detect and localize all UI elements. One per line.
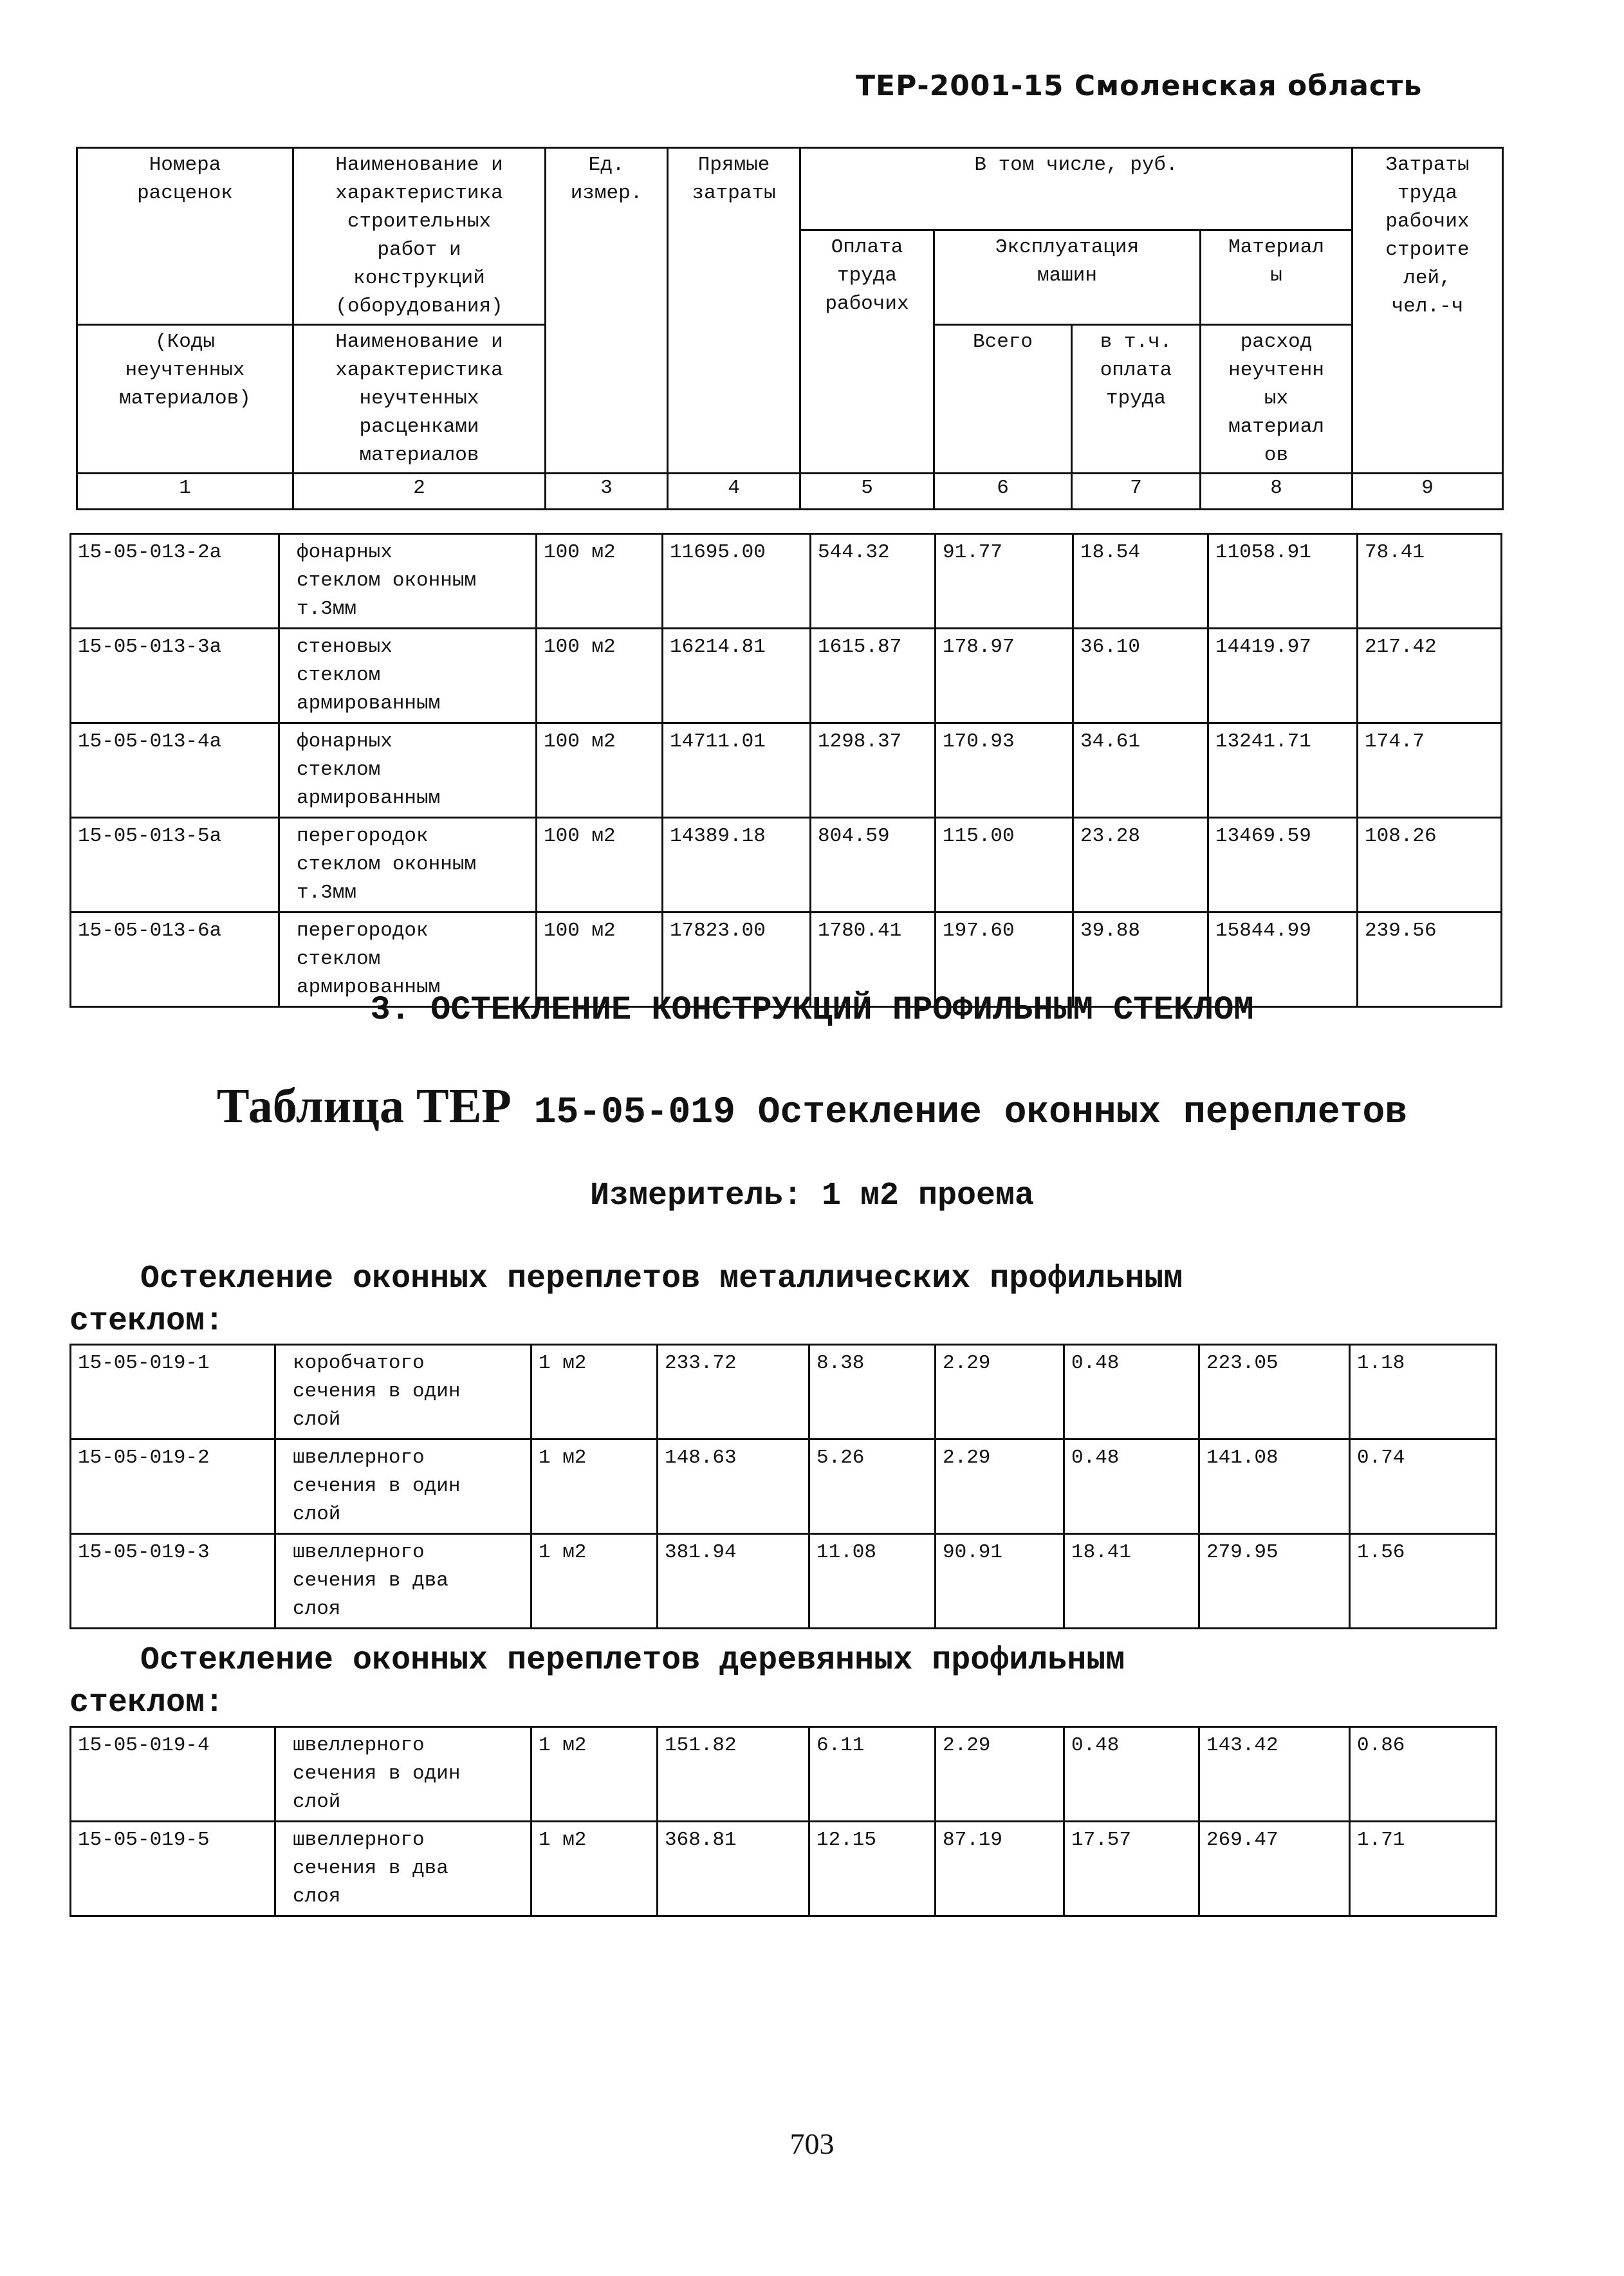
name-line: стеклом: [297, 759, 381, 781]
name-line: перегородок: [297, 825, 429, 847]
table-row: [71, 1534, 1497, 1629]
cell-materials: 13469.59: [1208, 818, 1358, 912]
cell-machine-wage: 34.61: [1073, 723, 1208, 818]
col-number: 6: [934, 474, 1072, 510]
name-line: стеклом оконным: [297, 853, 477, 876]
cell-wage: 1780.41: [811, 912, 936, 1007]
name-line: слой: [293, 1503, 341, 1526]
cell-materials: 15844.99: [1208, 912, 1358, 1007]
rates-table-019-metal: [69, 1344, 1497, 1629]
name-line: т.3мм: [297, 882, 357, 904]
col-number: 7: [1072, 474, 1201, 510]
cell-labor: 1.71: [1350, 1822, 1497, 1916]
cell-machine-wage: 23.28: [1073, 818, 1208, 912]
header-line: материал: [1228, 416, 1324, 438]
cell-machine-wage: 0.48: [1064, 1727, 1199, 1822]
cell-machines: 87.19: [936, 1822, 1064, 1916]
cell-code: 15-05-019-3: [71, 1534, 275, 1629]
cell-materials: 11058.91: [1208, 534, 1358, 629]
header-line: машин: [1037, 264, 1097, 287]
cell-labor: 239.56: [1358, 912, 1502, 1007]
cell-machines: 197.60: [936, 912, 1073, 1007]
header-line: Затраты: [1385, 154, 1470, 176]
header-line: конструкций: [353, 267, 485, 290]
name-line: слоя: [293, 1885, 341, 1908]
header-materials: [1201, 230, 1352, 325]
subtitle-line: Остекление оконных переплетов металлических профильным: [140, 1261, 1183, 1297]
header-line: Прямые: [697, 154, 770, 176]
header-line: в т.ч.: [1100, 331, 1172, 353]
cell-direct: 14711.01: [663, 723, 811, 818]
subtitle-wood: [69, 1640, 1125, 1725]
cell-unit: 1 м2: [531, 1534, 658, 1629]
subtitle-line: Остекление оконных переплетов деревянных профильным: [140, 1642, 1125, 1679]
cell-machines: 91.77: [936, 534, 1073, 629]
cell-unit: 100 м2: [537, 818, 663, 912]
cell-name: [275, 1534, 531, 1629]
header-line: неучтенн: [1228, 359, 1324, 382]
name-line: сечения в один: [293, 1763, 461, 1785]
header-exploitation: [934, 230, 1201, 325]
cell-labor: 0.74: [1350, 1439, 1497, 1534]
cell-wage: 804.59: [811, 818, 936, 912]
name-line: стеклом: [297, 948, 381, 970]
cell-labor: 78.41: [1358, 534, 1502, 629]
cell-name: [275, 1345, 531, 1439]
name-line: фонарных: [297, 730, 392, 753]
cell-materials: 13241.71: [1208, 723, 1358, 818]
header-line: труда: [836, 264, 897, 287]
cell-machine-wage: 17.57: [1064, 1822, 1199, 1916]
cell-direct: 233.72: [658, 1345, 809, 1439]
cell-labor: 1.18: [1350, 1345, 1497, 1439]
header-name-bottom: [293, 325, 546, 474]
col-number: 3: [546, 474, 668, 510]
header-line: работ и: [377, 239, 461, 261]
table-row: [71, 818, 1502, 912]
header-line: рабочих: [825, 293, 909, 315]
cell-code: 15-05-019-4: [71, 1727, 275, 1822]
cell-materials: 143.42: [1199, 1727, 1350, 1822]
cell-machine-wage: 18.41: [1064, 1534, 1199, 1629]
header-line: труда: [1105, 387, 1166, 410]
cell-wage: 1615.87: [811, 629, 936, 723]
cell-unit: 1 м2: [531, 1345, 658, 1439]
header-line: неучтенных: [125, 359, 245, 382]
name-line: сечения в два: [293, 1857, 448, 1880]
cell-code: 15-05-013-5а: [71, 818, 279, 912]
header-line: ов: [1264, 444, 1289, 467]
rates-table-019-wood: [69, 1726, 1497, 1917]
name-line: швеллерного: [293, 1447, 425, 1469]
header-line: ы: [1270, 264, 1282, 287]
cell-name: [279, 818, 537, 912]
table-title: [0, 1078, 1624, 1134]
header-line: лей,: [1403, 267, 1452, 290]
header-line: Материал: [1228, 236, 1324, 259]
cell-wage: 11.08: [809, 1534, 936, 1629]
column-numbers-row: [77, 474, 1503, 510]
header-line: строите: [1385, 239, 1470, 261]
cell-labor: 174.7: [1358, 723, 1502, 818]
cell-machine-wage: 18.54: [1073, 534, 1208, 629]
header-code: [77, 148, 293, 325]
cell-direct: 16214.81: [663, 629, 811, 723]
cell-name: [275, 1727, 531, 1822]
cell-code: 15-05-013-2а: [71, 534, 279, 629]
name-line: стеновых: [297, 636, 392, 658]
measure-unit: Измеритель: 1 м2 проема: [589, 1178, 1035, 1214]
cell-labor: 217.42: [1358, 629, 1502, 723]
name-line: стеклом оконным: [297, 569, 477, 592]
cell-machines: 90.91: [936, 1534, 1064, 1629]
header-line: строительных: [347, 210, 492, 233]
name-line: т.3мм: [297, 598, 357, 620]
header-materials-bottom: [1201, 325, 1352, 474]
cell-materials: 223.05: [1199, 1345, 1350, 1439]
table-row: [71, 1345, 1497, 1439]
cell-materials: 141.08: [1199, 1439, 1350, 1534]
header-line: Оплата: [831, 236, 903, 259]
cell-name: [279, 629, 537, 723]
table-row: [71, 534, 1502, 629]
name-line: сечения в два: [293, 1569, 448, 1592]
cell-direct: 148.63: [658, 1439, 809, 1534]
rates-table-013: [69, 533, 1502, 1008]
cell-unit: 1 м2: [531, 1439, 658, 1534]
page-number: 703: [789, 2127, 835, 2160]
header-line: характеристика: [335, 182, 503, 205]
cell-wage: 5.26: [809, 1439, 936, 1534]
cell-code: 15-05-013-3а: [71, 629, 279, 723]
col-number: 4: [668, 474, 800, 510]
name-line: швеллерного: [293, 1541, 425, 1564]
column-header-table: [76, 147, 1504, 510]
cell-unit: 100 м2: [537, 723, 663, 818]
header-line: материалов): [119, 387, 251, 410]
table-row: [71, 629, 1502, 723]
header-line: расход: [1240, 331, 1313, 353]
cell-unit: 1 м2: [531, 1822, 658, 1916]
table-title-rest: 15-05-019 Остекление оконных переплетов: [533, 1092, 1408, 1134]
header-line: неучтенных: [359, 387, 479, 410]
cell-code: 15-05-013-6а: [71, 912, 279, 1007]
cell-labor: 108.26: [1358, 818, 1502, 912]
header-name: [293, 148, 546, 325]
cell-code: 15-05-019-2: [71, 1439, 275, 1534]
cell-machines: 2.29: [936, 1345, 1064, 1439]
name-line: коробчатого: [293, 1352, 425, 1374]
header-line: расценками: [359, 416, 479, 438]
name-line: слой: [293, 1409, 341, 1431]
table-row: [71, 1439, 1497, 1534]
name-line: стеклом: [297, 664, 381, 687]
subtitle-line: стеклом:: [69, 1303, 225, 1340]
col-number: 5: [800, 474, 934, 510]
cell-unit: 100 м2: [537, 912, 663, 1007]
cell-name: [275, 1439, 531, 1534]
name-line: швеллерного: [293, 1734, 425, 1757]
cell-materials: 14419.97: [1208, 629, 1358, 723]
header-line: (Коды: [154, 331, 215, 353]
name-line: перегородок: [297, 920, 429, 942]
cell-machines: 170.93: [936, 723, 1073, 818]
cell-unit: 100 м2: [537, 629, 663, 723]
section-title: 3. ОСТЕКЛЕНИЕ КОНСТРУКЦИЙ ПРОФИЛЬНЫМ СТЕКЛОМ: [370, 991, 1254, 1029]
header-line: (оборудования): [335, 295, 503, 318]
cell-machines: 115.00: [936, 818, 1073, 912]
cell-code: 15-05-019-1: [71, 1345, 275, 1439]
cell-machine-wage: 0.48: [1064, 1345, 1199, 1439]
cell-wage: 12.15: [809, 1822, 936, 1916]
table-title-prefix: Таблица ТЕР: [216, 1079, 512, 1133]
header-line: затраты: [692, 182, 776, 205]
cell-machine-wage: 0.48: [1064, 1439, 1199, 1534]
header-line: оплата: [1100, 359, 1172, 382]
cell-labor: 1.56: [1350, 1534, 1497, 1629]
header-line: Наименование и: [335, 154, 503, 176]
name-line: сечения в один: [293, 1380, 461, 1403]
cell-direct: 368.81: [658, 1822, 809, 1916]
name-line: армированным: [297, 692, 441, 715]
subtitle-line: стеклом:: [69, 1685, 225, 1721]
header-machine-wage: [1072, 325, 1201, 474]
cell-materials: 279.95: [1199, 1534, 1350, 1629]
cell-wage: 6.11: [809, 1727, 936, 1822]
cell-unit: 1 м2: [531, 1727, 658, 1822]
col-number: 1: [77, 474, 293, 510]
cell-wage: 1298.37: [811, 723, 936, 818]
cell-machine-wage: 36.10: [1073, 629, 1208, 723]
name-line: армированным: [297, 787, 441, 810]
cell-name: [279, 723, 537, 818]
name-line: сечения в один: [293, 1475, 461, 1497]
header-line: измер.: [570, 182, 643, 205]
cell-code: 15-05-019-5: [71, 1822, 275, 1916]
header-wage: [800, 230, 934, 474]
header-code-bottom: [77, 325, 293, 474]
cell-materials: 269.47: [1199, 1822, 1350, 1916]
cell-code: 15-05-013-4а: [71, 723, 279, 818]
name-line: армированным: [297, 976, 441, 999]
cell-machines: 2.29: [936, 1439, 1064, 1534]
cell-direct: 14389.18: [663, 818, 811, 912]
header-line: труда: [1398, 182, 1458, 205]
cell-direct: 17823.00: [663, 912, 811, 1007]
cell-wage: 544.32: [811, 534, 936, 629]
cell-machines: 178.97: [936, 629, 1073, 723]
cell-direct: 11695.00: [663, 534, 811, 629]
header-line: Номера: [149, 154, 221, 176]
header-line: материалов: [359, 444, 479, 467]
cell-direct: 381.94: [658, 1534, 809, 1629]
cell-machine-wage: 39.88: [1073, 912, 1208, 1007]
cell-wage: 8.38: [809, 1345, 936, 1439]
header-line: Эксплуатация: [995, 236, 1140, 259]
header-line: Ед.: [588, 154, 625, 176]
page-header: ТЕР-2001-15 Смоленская область: [856, 69, 1423, 102]
header-direct-costs: [668, 148, 800, 474]
header-unit: [546, 148, 668, 474]
table-row: [71, 1822, 1497, 1916]
name-line: слой: [293, 1791, 341, 1813]
cell-labor: 0.86: [1350, 1727, 1497, 1822]
col-number: 2: [293, 474, 546, 510]
header-line: чел.-ч: [1391, 295, 1464, 318]
name-line: швеллерного: [293, 1829, 425, 1851]
name-line: фонарных: [297, 541, 392, 564]
table-row: [71, 723, 1502, 818]
header-machines-total: Всего: [934, 325, 1072, 474]
header-labor: [1352, 148, 1503, 474]
col-number: 8: [1201, 474, 1352, 510]
cell-direct: 151.82: [658, 1727, 809, 1822]
header-line: характеристика: [335, 359, 503, 382]
cell-name: [279, 534, 537, 629]
header-line: Наименование и: [335, 331, 503, 353]
table-row: [71, 1727, 1497, 1822]
header-group: В том числе, руб.: [800, 148, 1352, 230]
header-line: расценок: [137, 182, 233, 205]
cell-unit: 100 м2: [537, 534, 663, 629]
header-line: ых: [1264, 387, 1289, 410]
cell-machines: 2.29: [936, 1727, 1064, 1822]
subtitle-metal: [69, 1258, 1183, 1343]
cell-name: [275, 1822, 531, 1916]
name-line: слоя: [293, 1598, 341, 1620]
header-line: рабочих: [1385, 210, 1470, 233]
col-number: 9: [1352, 474, 1503, 510]
